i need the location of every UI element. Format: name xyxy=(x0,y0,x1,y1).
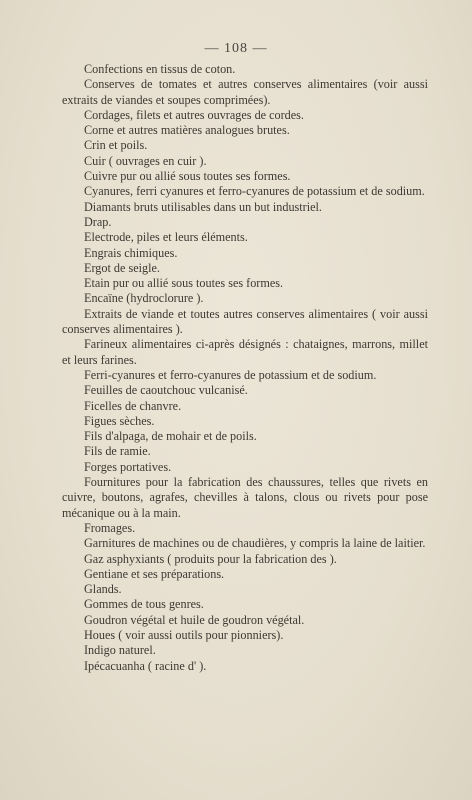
list-item: Cordages, filets et autres ouvrages de cordes. xyxy=(84,107,304,122)
list-item: Indigo naturel. xyxy=(84,643,156,658)
list-item: Ipécacuanha ( racine d' ). xyxy=(84,658,207,673)
list-item: Electrode, piles et leurs éléments. xyxy=(84,230,248,245)
list-item: Ferri-cyanures et ferro-cyanures de potassium et de sodium. xyxy=(84,367,377,382)
list-item: Gommes de tous genres. xyxy=(84,597,204,612)
list-item: Fromages. xyxy=(84,520,136,535)
list-item: Drap. xyxy=(84,214,112,229)
list-item: Corne et autres matières analogues brutes. xyxy=(84,123,290,138)
list-item: Cyanures, ferri cyanures et ferro-cyanures de potassium et de sodium. xyxy=(84,184,425,199)
page-number: — 108 — xyxy=(204,41,268,56)
list-item: Encaïne (hydroclorure ). xyxy=(84,291,204,306)
list-item: Diamants bruts utilisables dans un but industriel. xyxy=(84,199,322,214)
list-item: Glands. xyxy=(84,582,122,597)
list-item: Cuir ( ouvrages en cuir ). xyxy=(84,153,207,168)
list-item: Engrais chimiques. xyxy=(84,245,178,260)
list-item: Gentiane et ses préparations. xyxy=(84,566,225,581)
list-item: Extraits de viande et toutes autres conserves alimentaires ( voir aussi conserves alimentaires ). xyxy=(62,306,428,337)
list-item: Etain pur ou allié sous toutes ses formes. xyxy=(84,276,284,291)
list-item: Houes ( voir aussi outils pour pionniers). xyxy=(84,627,284,642)
list-item: Garnitures de machines ou de chaudières, y compris la laine de laitier. xyxy=(84,536,426,551)
list-item: Cuivre pur ou allié sous toutes ses formes. xyxy=(84,169,291,184)
list-item: Farineux alimentaires ci-après désignés : chataignes, marrons, millet et leurs farines. xyxy=(62,337,428,367)
list-item: Confections en tissus de coton. xyxy=(84,62,236,76)
list-item: Forges portatives. xyxy=(84,459,172,474)
entry-list xyxy=(62,62,428,674)
list-item: Ficelles de chanvre. xyxy=(84,398,182,413)
list-item: Fils de ramie. xyxy=(84,444,151,459)
list-item: Figues sèches. xyxy=(84,413,155,428)
list-item: Fils d'alpaga, de mohair et de poils. xyxy=(84,429,257,444)
list-item: Gaz asphyxiants ( produits pour la fabrication des ). xyxy=(84,551,337,566)
list-item: Crin et poils. xyxy=(84,138,148,153)
list-item: Conserves de tomates et autres conserves alimentaires (voir aussi extraits de viandes et soupes comprimées). xyxy=(62,77,428,107)
list-item: Fournitures pour la fabrication des chaussures, telles que rivets en cuivre, boutons, agrafes, chevilles à talons, clous ou rivets pour pose mécanique ou à la main. xyxy=(62,475,428,520)
list-item: Ergot de seigle. xyxy=(84,260,160,275)
list-item: Goudron végétal et huile de goudron végétal. xyxy=(84,612,305,627)
list-item: Feuilles de caoutchouc vulcanisé. xyxy=(84,383,248,398)
